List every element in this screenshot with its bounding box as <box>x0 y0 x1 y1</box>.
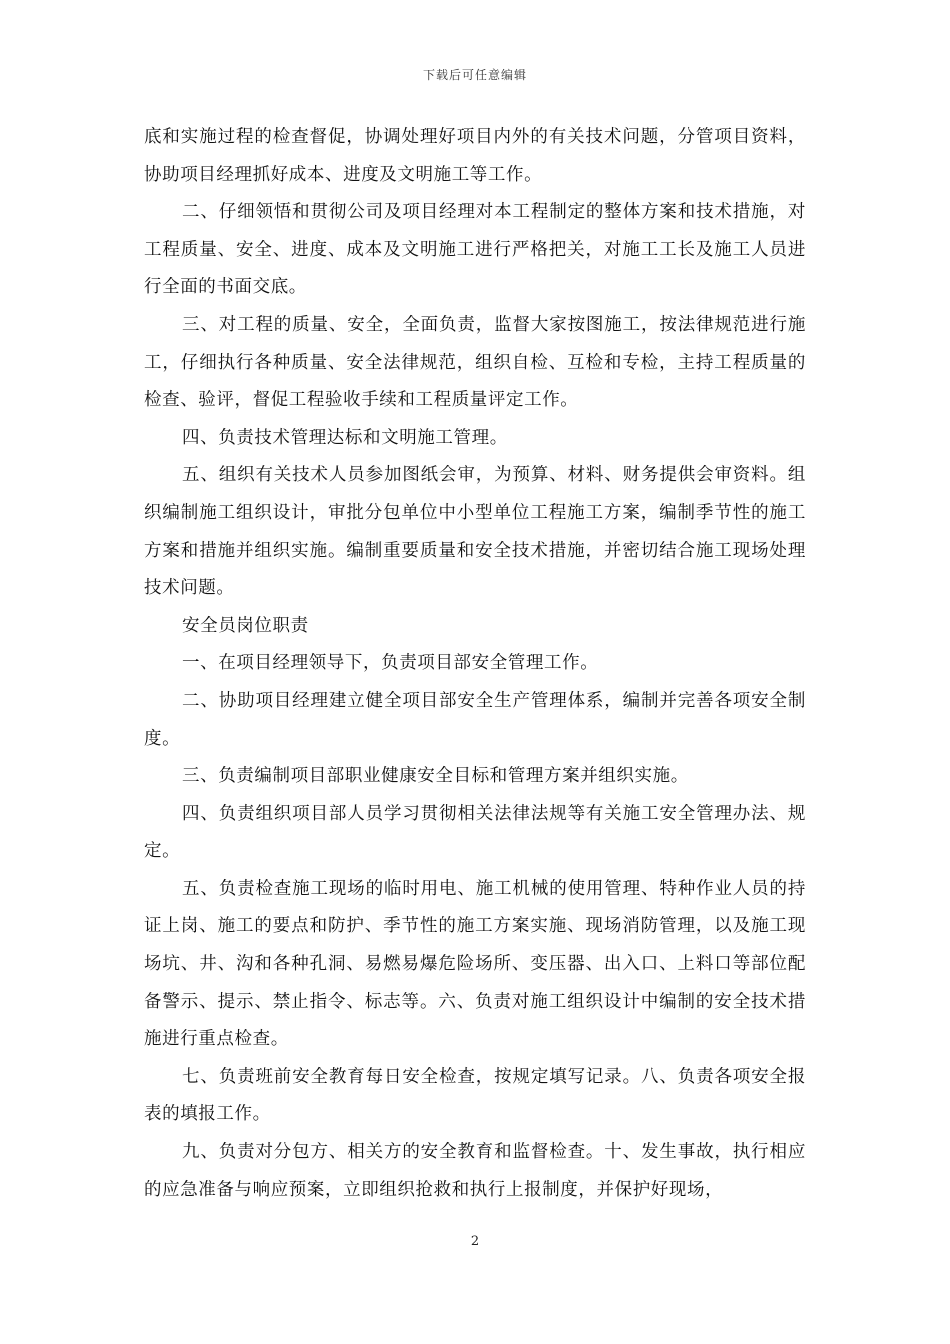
paragraph-8: 二、协助项目经理建立健全项目部安全生产管理体系，编制并完善各项安全制度。 <box>144 690 806 749</box>
paragraph-2: 二、仔细领悟和贯彻公司及项目经理对本工程制定的整体方案和技术措施，对工程质量、安全、进度、成本及文明施工进行严格把关，对施工工长及施工人员进行全面的书面交底。 <box>144 202 806 298</box>
paragraph-10: 四、负责组织项目部人员学习贯彻相关法律法规等有关施工安全管理办法、规定。 <box>144 803 806 862</box>
paragraph-3: 三、对工程的质量、安全，全面负责，监督大家按图施工，按法律规范进行施工，仔细执行各种质量、安全法律规范，组织自检、互检和专检，主持工程质量的检查、验评，督促工程验收手续和工程质量评定工作。 <box>144 314 806 411</box>
document-body <box>144 119 806 1209</box>
paragraph-4: 四、负责技术管理达标和文明施工管理。 <box>182 427 508 448</box>
paragraph-7: 一、在项目经理领导下，负责项目部安全管理工作。 <box>182 653 599 674</box>
paragraph-9: 三、负责编制项目部职业健康安全目标和管理方案并组织实施。 <box>182 766 689 787</box>
paragraph-12: 七、负责班前安全教育每日安全检查，按规定填写记录。八、负责各项安全报表的填报工作。 <box>144 1066 806 1125</box>
page-header: 下载后可任意编辑 <box>422 68 527 82</box>
paragraph-5: 五、组织有关技术人员参加图纸会审，为预算、材料、财务提供会审资料。组织编制施工组织设计，审批分包单位中小型单位工程施工方案，编制季节性的施工方案和措施并组织实施。编制重要质量和安全技术措施，并密切结合施工现场处理技术问题。 <box>144 465 806 599</box>
page-number: 2 <box>470 1234 480 1249</box>
paragraph-13: 九、负责对分包方、相关方的安全教育和监督检查。十、发生事故，执行相应的应急准备与响应预案，立即组织抢救和执行上报制度，并保护好现场， <box>144 1142 806 1200</box>
section-heading-safety-officer: 安全员岗位职责 <box>182 615 309 636</box>
paragraph-1: 底和实施过程的检查督促，协调处理好项目内外的有关技术问题，分管项目资料，协助项目经理抓好成本、进度及文明施工等工作。 <box>144 127 806 185</box>
paragraph-11: 五、负责检查施工现场的临时用电、施工机械的使用管理、特种作业人员的持证上岗、施工的要点和防护、季节性的施工方案实施、现场消防管理，以及施工现场坑、井、沟和各种孔洞、易燃易爆危险场所、变压器、出入口、上料口等部位配备警示、提示、禁止指令、标志等。六、负责对施工组织设计中编制的安全技术措施进行重点检查。 <box>144 878 806 1050</box>
